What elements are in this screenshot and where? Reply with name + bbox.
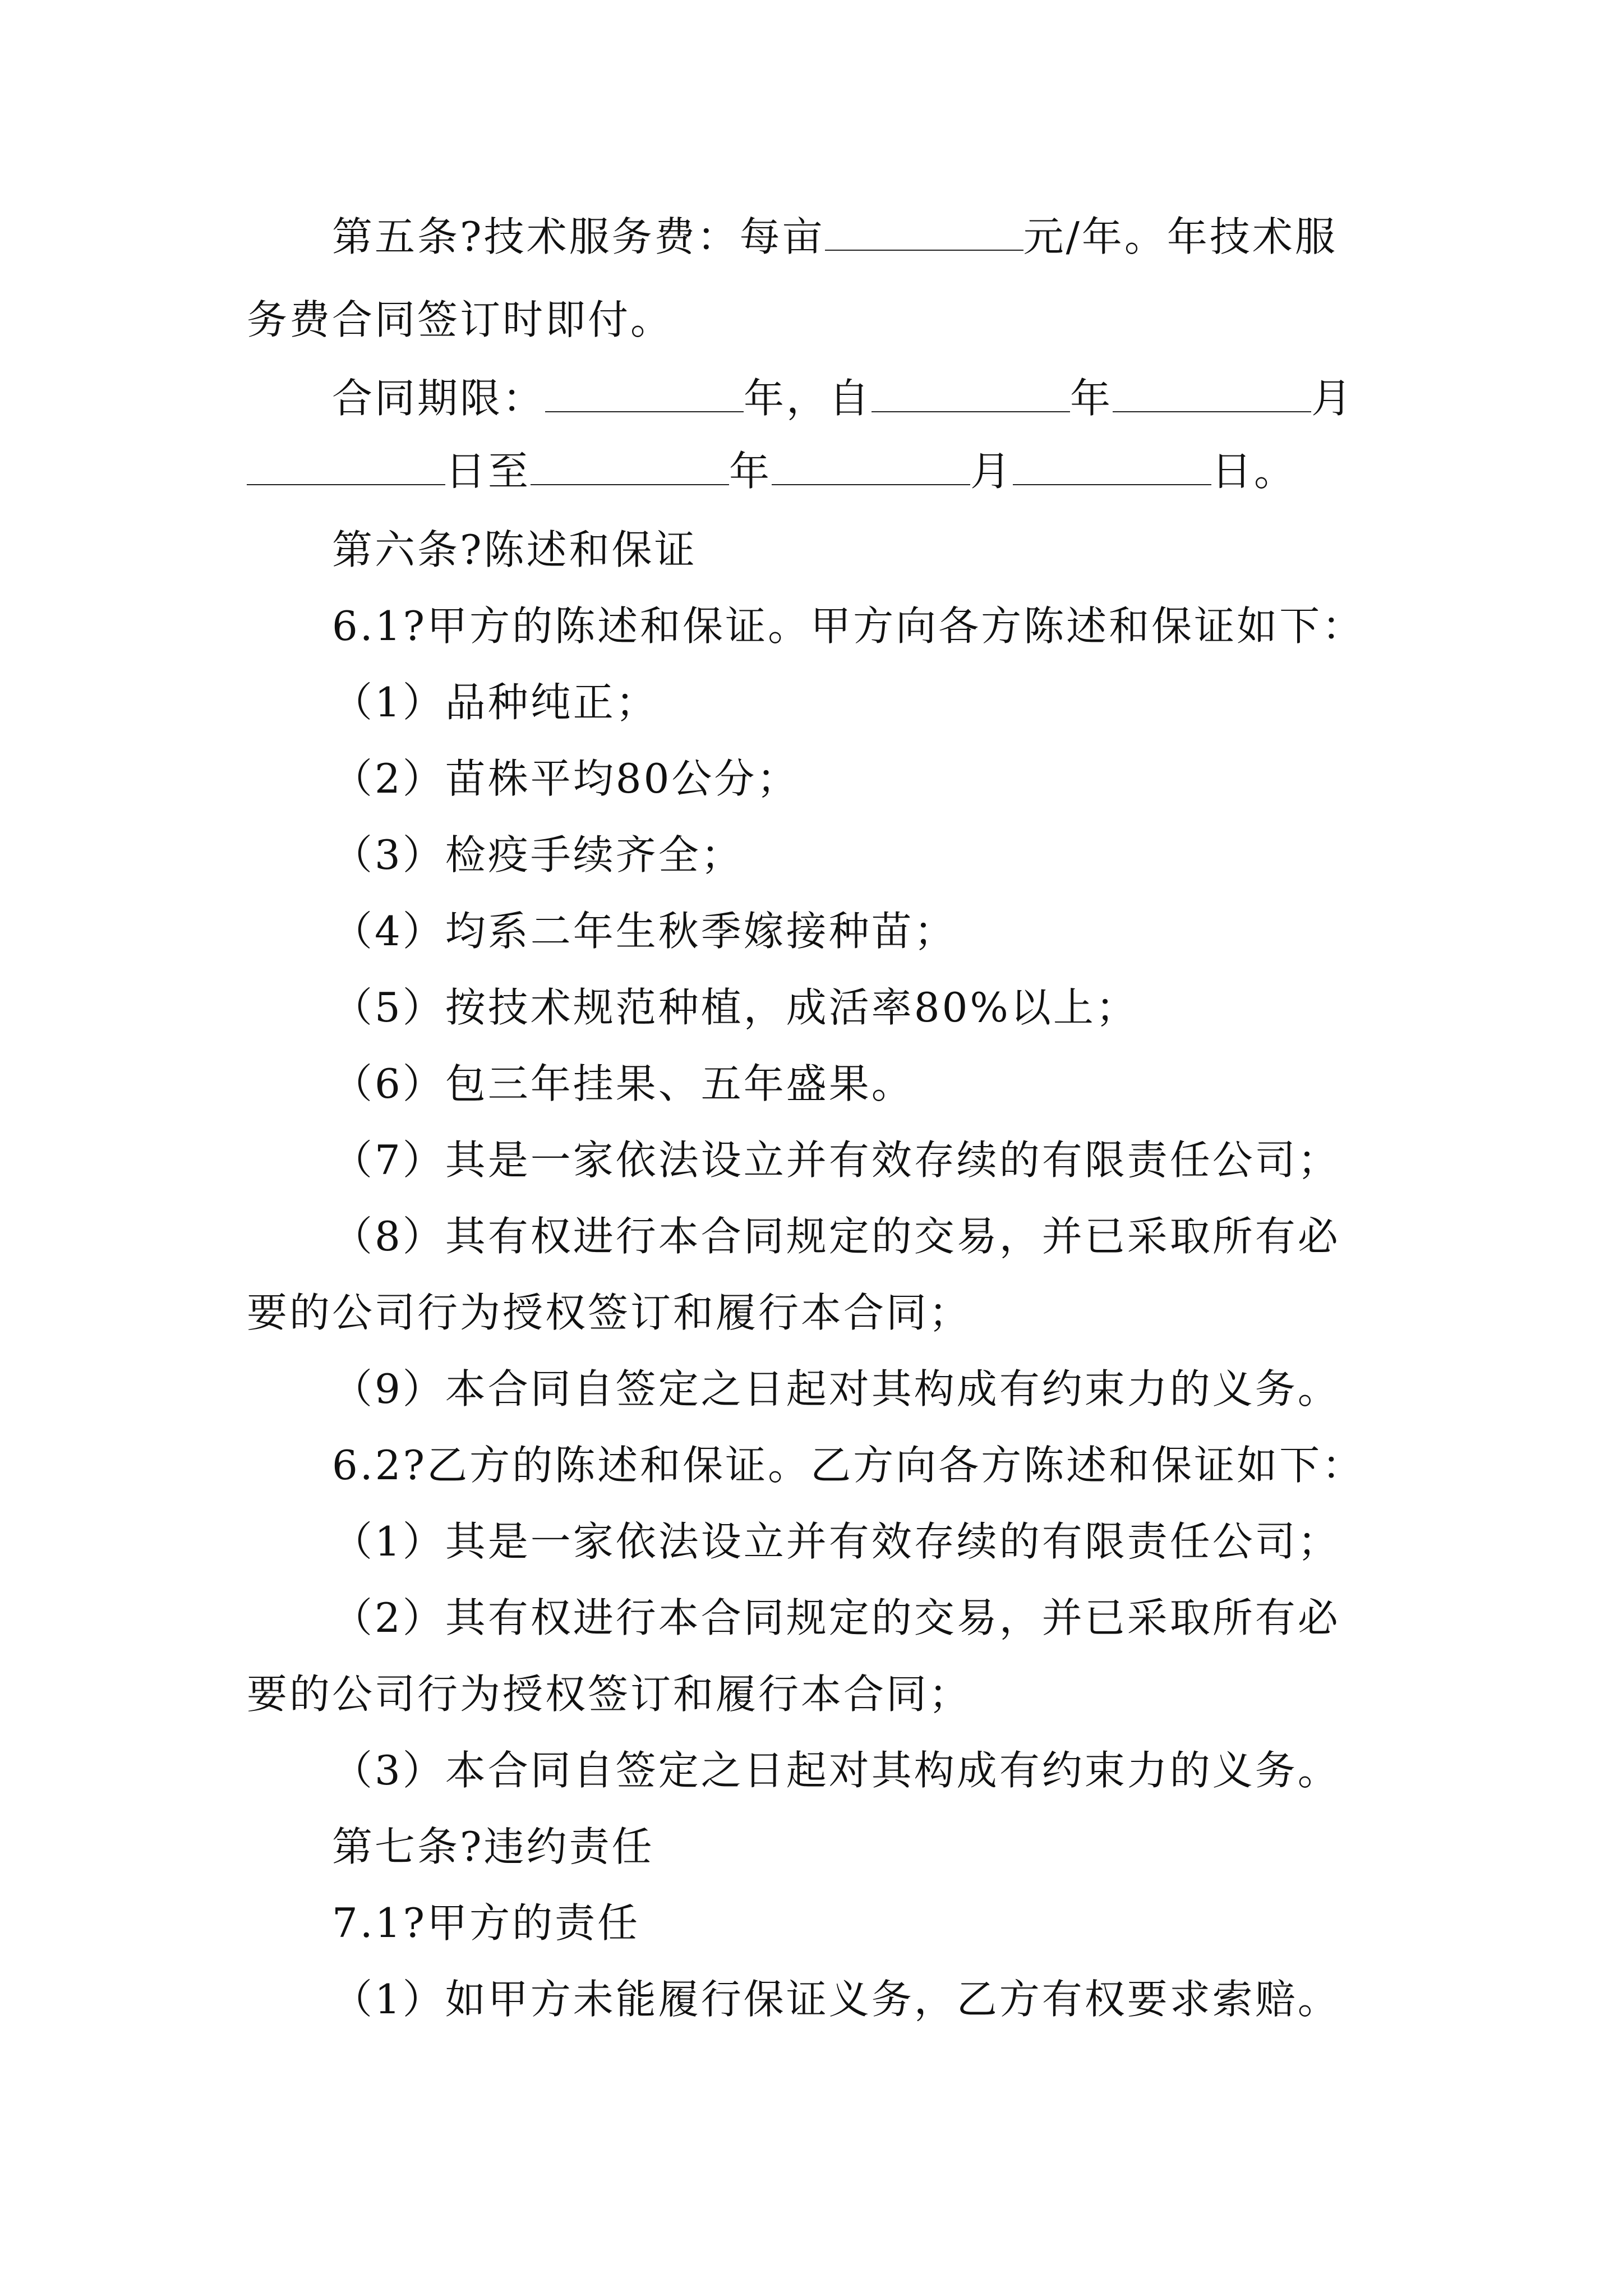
term-text: 年	[1070, 375, 1113, 422]
section-7-1-heading: 7.1?甲方的责任	[332, 1899, 640, 1947]
term-text: 月	[970, 448, 1013, 495]
article-5-text: 第五条?技术服务费：每亩	[332, 213, 825, 260]
article-5-line-1	[332, 210, 1338, 264]
contract-term-line-1	[332, 371, 1354, 425]
list-item: （8）其有权进行本合同规定的交易，并已采取所有必	[332, 1213, 1340, 1260]
term-text: 年	[729, 448, 772, 495]
start-day-blank[interactable]	[247, 453, 445, 485]
start-year-blank[interactable]	[872, 380, 1070, 412]
section-6-1-intro: 6.1?甲方的陈述和保证。甲方向各方陈述和保证如下：	[332, 602, 1365, 650]
term-text: 日。	[1211, 448, 1297, 495]
list-item: （7）其是一家依法设立并有效存续的有限责任公司；	[332, 1137, 1340, 1184]
section-6-2-intro: 6.2?乙方的陈述和保证。乙方向各方陈述和保证如下：	[332, 1442, 1365, 1489]
list-item: （3）本合同自签定之日起对其构成有约束力的义务。	[332, 1747, 1340, 1794]
term-text: 月	[1311, 375, 1354, 422]
end-year-blank[interactable]	[531, 453, 729, 485]
end-day-blank[interactable]	[1013, 453, 1211, 485]
term-years-blank[interactable]	[545, 380, 744, 412]
list-item: （1）如甲方未能履行保证义务，乙方有权要求索赔。	[332, 1976, 1340, 2023]
article-5-line-2: 务费合同签订时即付。	[247, 296, 674, 343]
list-item-continuation: 要的公司行为授权签订和履行本合同；	[247, 1289, 972, 1336]
article-7-heading: 第七条?违约责任	[332, 1823, 654, 1870]
list-item: （1）其是一家依法设立并有效存续的有限责任公司；	[332, 1518, 1340, 1565]
end-month-blank[interactable]	[772, 453, 970, 485]
term-text: 日至	[445, 448, 531, 495]
list-item: （2）其有权进行本合同规定的交易，并已采取所有必	[332, 1594, 1340, 1641]
list-item: （2）苗株平均80公分；	[332, 755, 800, 802]
term-text: 年，自	[744, 375, 872, 422]
start-month-blank[interactable]	[1113, 380, 1311, 412]
article-6-heading: 第六条?陈述和保证	[332, 526, 697, 573]
list-item: （4）均系二年生秋季嫁接种苗；	[332, 908, 957, 955]
article-5-unit: 元/年。年技术服	[1023, 213, 1338, 260]
contract-term-label: 合同期限：	[332, 375, 546, 422]
list-item: （1）品种纯正；	[332, 679, 658, 726]
contract-term-line-2	[247, 444, 1297, 498]
list-item: （3）检疫手续齐全；	[332, 831, 744, 878]
fee-blank[interactable]	[825, 218, 1023, 251]
list-item: （5）按技术规范种植，成活率80%以上；	[332, 984, 1138, 1031]
list-item: （6）包三年挂果、五年盛果。	[332, 1060, 914, 1107]
list-item: （9）本合同自签定之日起对其构成有约束力的义务。	[332, 1365, 1340, 1412]
list-item-continuation: 要的公司行为授权签订和履行本合同；	[247, 1671, 972, 1718]
